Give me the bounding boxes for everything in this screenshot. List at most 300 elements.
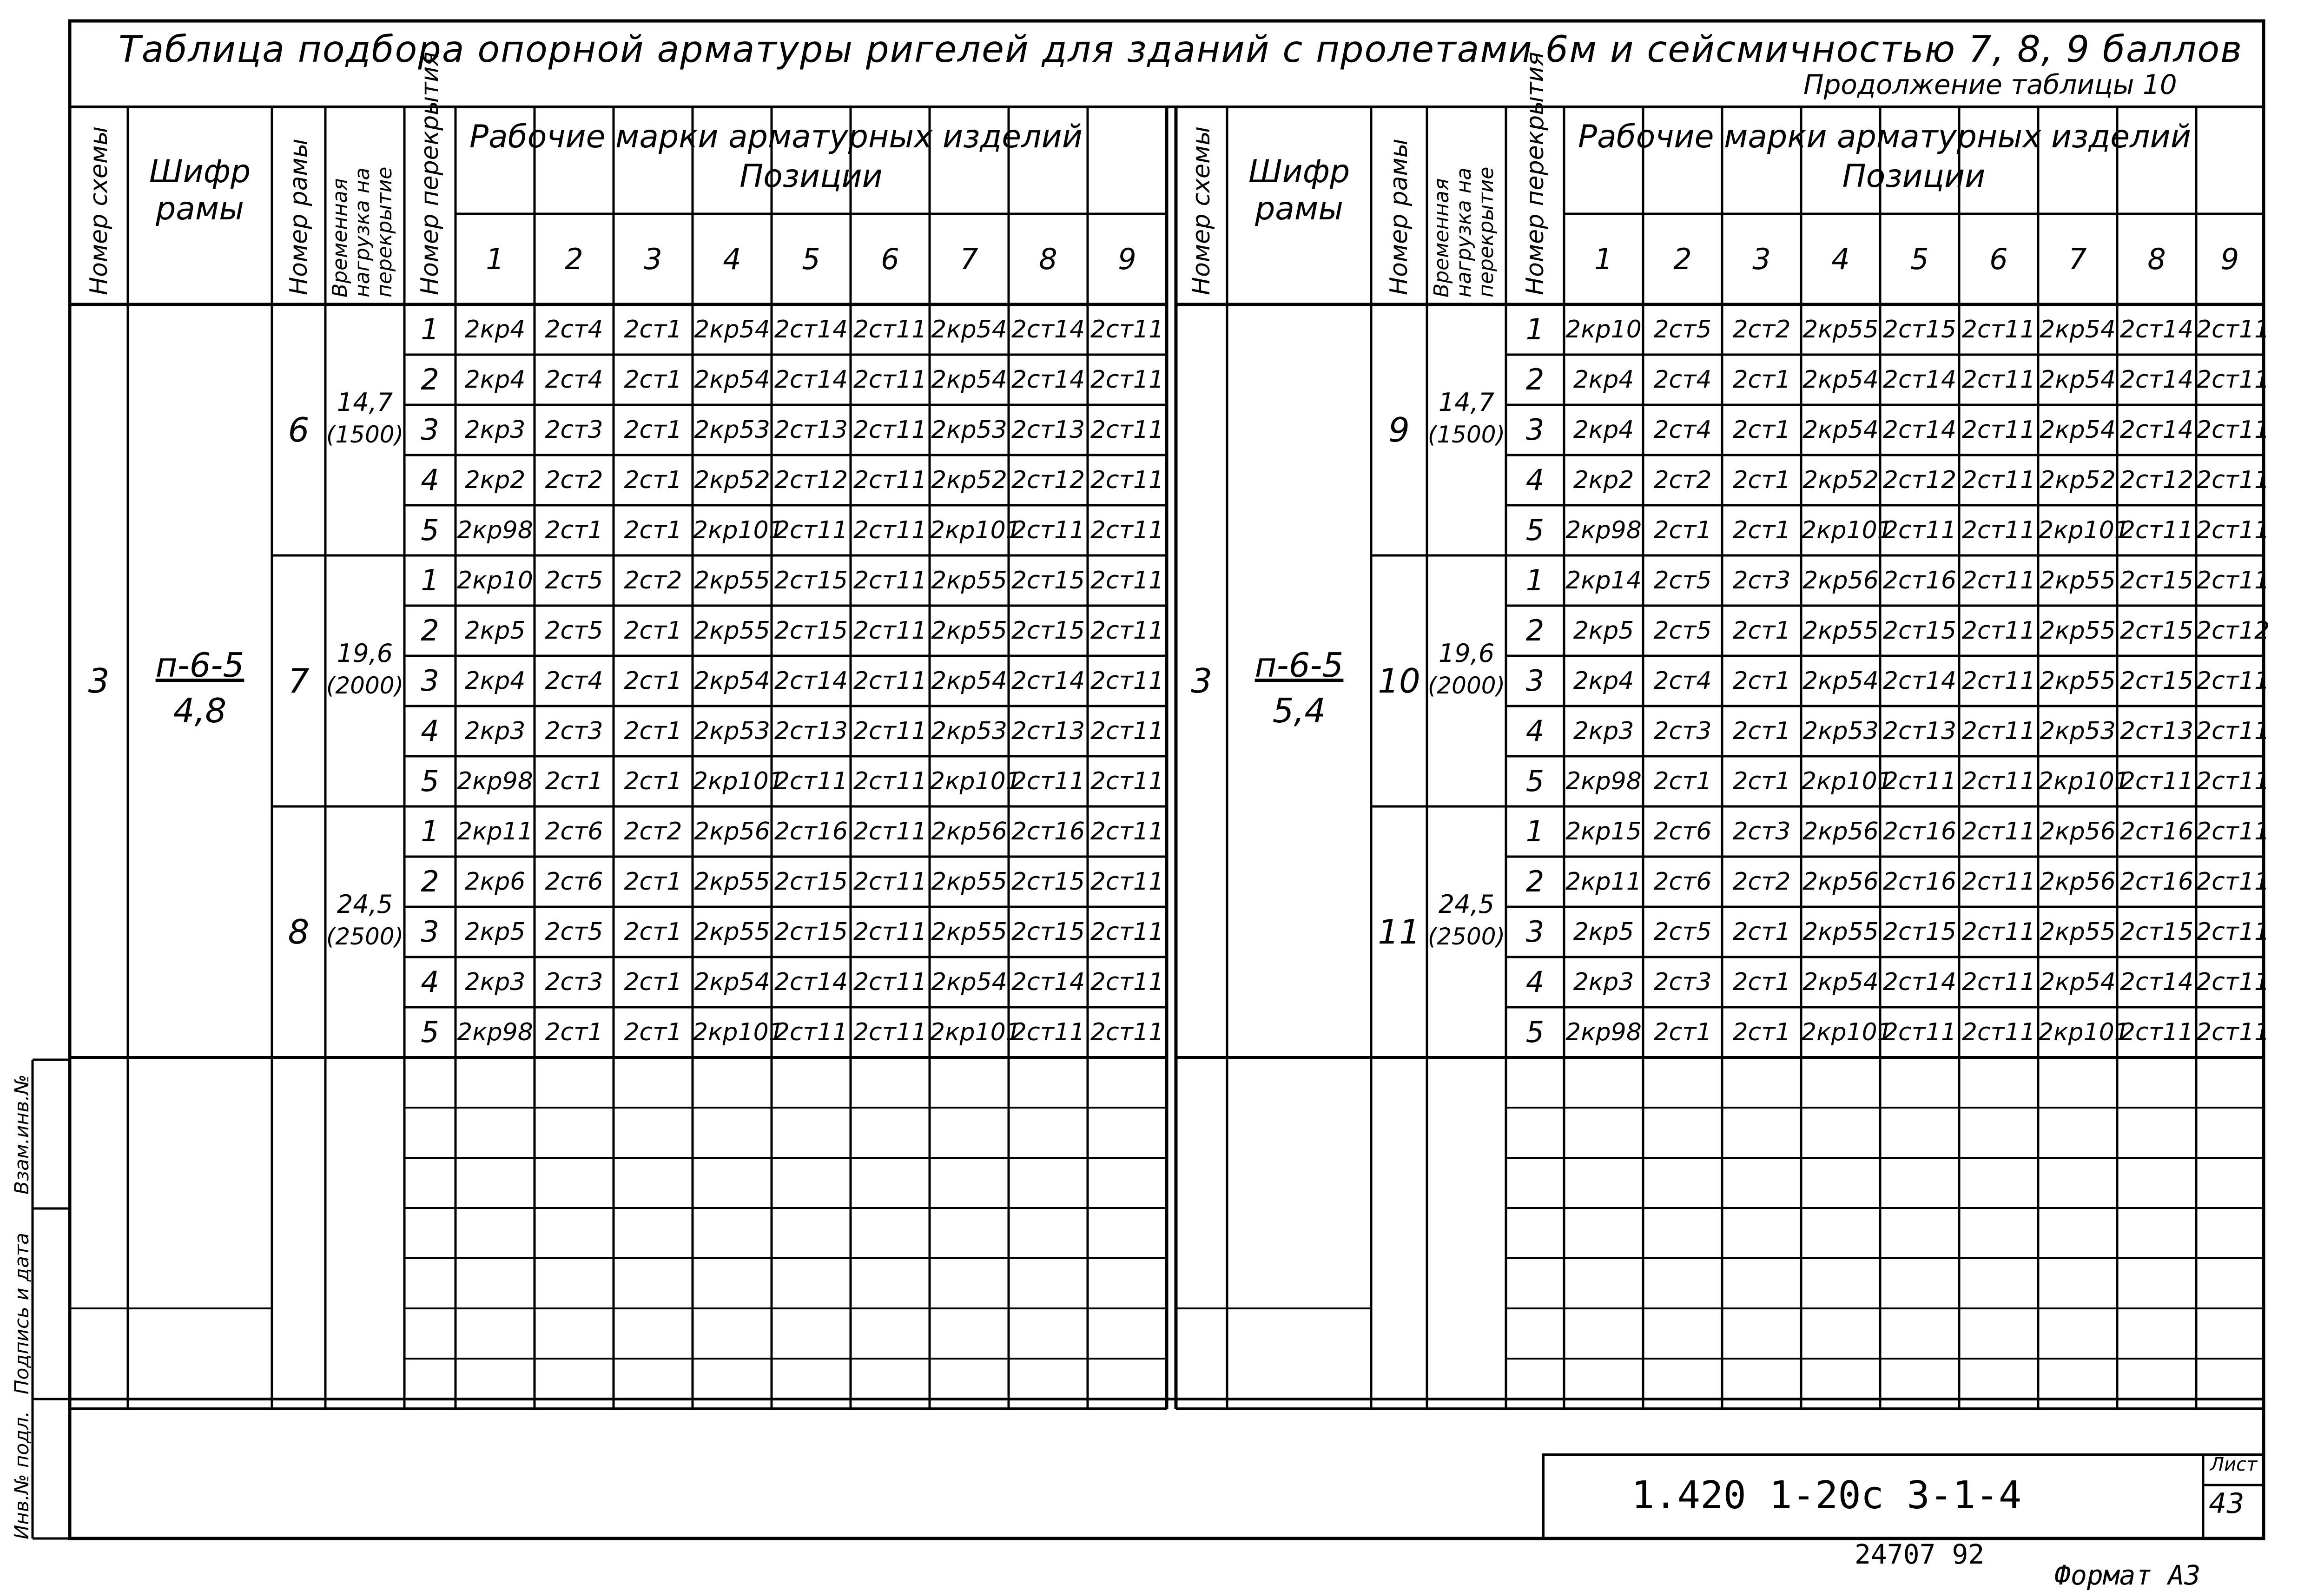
mark-cell: 2ст16 bbox=[1882, 567, 1957, 594]
mark-cell: 2кр56 bbox=[694, 818, 770, 845]
mark-cell: 2ст4 bbox=[1653, 366, 1712, 394]
position-col-7-0: 7 bbox=[960, 242, 978, 276]
mark-cell: 2ст16 bbox=[2119, 868, 2194, 896]
mark-cell: 2ст12 bbox=[1882, 466, 1957, 494]
mark-cell: 2ст11 bbox=[2119, 1018, 2194, 1046]
floor-number: 2 bbox=[421, 363, 439, 396]
mark-cell: 2кр101 bbox=[693, 767, 784, 795]
mark-cell: 2ст11 bbox=[1090, 818, 1164, 845]
table-title: Таблица подбора опорной арматуры ригелей для зданий с пролетами 6м и сейсмичностью 7, 8, 9 баллов bbox=[119, 29, 2243, 71]
floor-number: 4 bbox=[421, 965, 439, 999]
mark-cell: 2кр53 bbox=[694, 416, 770, 444]
mark-cell: 2кр56 bbox=[1802, 868, 1879, 896]
mark-cell: 2ст1 bbox=[1653, 516, 1712, 544]
mark-cell: 2кр55 bbox=[1802, 316, 1879, 343]
mark-cell: 2кр54 bbox=[931, 366, 1007, 394]
position-col-8-1: 8 bbox=[2147, 242, 2166, 276]
mark-cell: 2ст1 bbox=[1732, 516, 1791, 544]
mark-cell: 2ст11 bbox=[2196, 466, 2270, 494]
mark-cell: 2ст11 bbox=[1011, 516, 1085, 544]
mark-cell: 2ст6 bbox=[1653, 868, 1712, 896]
mark-cell: 2кр4 bbox=[464, 667, 526, 695]
mark-cell: 2кр54 bbox=[2040, 968, 2116, 996]
mark-cell: 2ст11 bbox=[1961, 567, 2036, 594]
mark-cell: 2ст11 bbox=[1011, 1018, 1085, 1046]
mark-cell: 2ст11 bbox=[2196, 316, 2270, 343]
mark-cell: 2кр54 bbox=[1802, 416, 1879, 444]
frame-code-header-0: Шифр рамы bbox=[149, 153, 251, 227]
mark-cell: 2ст6 bbox=[545, 818, 603, 845]
floor-number: 3 bbox=[421, 413, 439, 447]
mark-cell: 2ст14 bbox=[1882, 968, 1957, 996]
mark-cell: 2ст1 bbox=[545, 1018, 603, 1046]
floor-number: 2 bbox=[1525, 363, 1545, 396]
mark-cell: 2ст12 bbox=[2196, 617, 2270, 645]
mark-cell: 2ст13 bbox=[1882, 717, 1957, 745]
mark-cell: 2ст16 bbox=[774, 818, 848, 845]
mark-cell: 2ст15 bbox=[2119, 617, 2194, 645]
mark-cell: 2ст11 bbox=[853, 366, 927, 394]
floor-number: 2 bbox=[421, 614, 439, 647]
mark-cell: 2ст1 bbox=[624, 316, 682, 343]
mark-cell: 2ст13 bbox=[1011, 717, 1085, 745]
mark-cell: 2кр3 bbox=[1573, 968, 1634, 996]
mark-cell: 2ст1 bbox=[624, 617, 682, 645]
mark-cell: 2кр98 bbox=[1565, 516, 1642, 544]
mark-cell: 2ст11 bbox=[1090, 366, 1164, 394]
temp-load-value-1-1: 19,6 bbox=[1438, 638, 1495, 668]
mark-cell: 2ст1 bbox=[624, 1018, 682, 1046]
scheme-number-1: 3 bbox=[1191, 661, 1212, 700]
mark-cell: 2ст15 bbox=[1882, 617, 1957, 645]
temp-load-header-0: Временная нагрузка на перекрытие bbox=[328, 166, 396, 297]
mark-cell: 2ст15 bbox=[1882, 316, 1957, 343]
floor-number: 1 bbox=[421, 814, 439, 848]
mark-cell: 2ст6 bbox=[545, 868, 603, 896]
mark-cell: 2ст4 bbox=[545, 316, 603, 343]
frame-number-0-0: 6 bbox=[288, 410, 310, 449]
mark-cell: 2ст1 bbox=[1732, 617, 1791, 645]
mark-cell: 2ст5 bbox=[1653, 918, 1712, 946]
position-col-1-1: 1 bbox=[1594, 242, 1613, 276]
mark-cell: 2ст2 bbox=[624, 818, 682, 845]
mark-cell: 2ст14 bbox=[1882, 366, 1957, 394]
mark-cell: 2ст1 bbox=[1732, 466, 1791, 494]
mark-cell: 2ст14 bbox=[2119, 366, 2194, 394]
mark-cell: 2кр56 bbox=[931, 818, 1007, 845]
floor-no-header-1: Номер перекрытия bbox=[1521, 52, 1549, 295]
mark-cell: 2ст1 bbox=[624, 416, 682, 444]
mark-cell: 2ст11 bbox=[2196, 567, 2270, 594]
mark-cell: 2кр54 bbox=[2040, 366, 2116, 394]
mark-cell: 2ст11 bbox=[2196, 868, 2270, 896]
floor-number: 5 bbox=[1525, 513, 1545, 547]
mark-cell: 2кр56 bbox=[2040, 818, 2116, 845]
mark-cell: 2ст11 bbox=[1090, 617, 1164, 645]
position-col-3-0: 3 bbox=[644, 242, 662, 276]
mark-cell: 2ст11 bbox=[1090, 717, 1164, 745]
mark-cell: 2ст3 bbox=[545, 717, 603, 745]
mark-cell: 2ст3 bbox=[1653, 968, 1712, 996]
floor-number: 1 bbox=[1525, 312, 1545, 346]
sheet-label: Лист bbox=[2210, 1454, 2258, 1475]
frame-code-top-0: п-6-5 bbox=[155, 646, 244, 685]
floor-number: 3 bbox=[1525, 413, 1545, 447]
floor-number: 5 bbox=[421, 513, 439, 547]
mark-cell: 2ст11 bbox=[853, 416, 927, 444]
position-col-7-1: 7 bbox=[2068, 242, 2087, 276]
mark-cell: 2ст3 bbox=[1653, 717, 1712, 745]
mark-cell: 2ст11 bbox=[2196, 667, 2270, 695]
mark-cell: 2кр101 bbox=[1801, 1018, 1893, 1046]
mark-cell: 2кр52 bbox=[931, 466, 1007, 494]
mark-cell: 2ст15 bbox=[774, 918, 848, 946]
frame-number-1-0: 9 bbox=[1388, 410, 1410, 449]
mark-cell: 2ст15 bbox=[1011, 567, 1085, 594]
mark-cell: 2ст3 bbox=[545, 968, 603, 996]
mark-cell: 2ст1 bbox=[1732, 717, 1791, 745]
floor-number: 5 bbox=[1525, 1015, 1545, 1049]
mark-cell: 2кр54 bbox=[2040, 316, 2116, 343]
mark-cell: 2кр52 bbox=[694, 466, 770, 494]
mark-cell: 2ст1 bbox=[624, 868, 682, 896]
mark-cell: 2ст14 bbox=[1011, 366, 1085, 394]
mark-cell: 2кр101 bbox=[693, 516, 784, 544]
mark-cell: 2ст11 bbox=[2119, 516, 2194, 544]
mark-cell: 2ст14 bbox=[2119, 968, 2194, 996]
mark-cell: 2ст11 bbox=[853, 516, 927, 544]
mark-cell: 2ст5 bbox=[545, 918, 603, 946]
mark-cell: 2ст5 bbox=[545, 567, 603, 594]
floor-number: 4 bbox=[1525, 965, 1545, 999]
position-col-4-1: 4 bbox=[1831, 242, 1850, 276]
frame-code-bottom-0: 4,8 bbox=[173, 691, 227, 730]
mark-cell: 2ст11 bbox=[1961, 717, 2036, 745]
mark-cell: 2кр55 bbox=[694, 567, 770, 594]
mark-cell: 2ст15 bbox=[2119, 667, 2194, 695]
mark-cell: 2кр2 bbox=[464, 466, 526, 494]
mark-cell: 2ст11 bbox=[1090, 416, 1164, 444]
mark-cell: 2кр5 bbox=[1573, 918, 1634, 946]
position-col-6-0: 6 bbox=[881, 242, 899, 276]
mark-cell: 2ст11 bbox=[1011, 767, 1085, 795]
temp-load-sub-1-0: (1500) bbox=[1427, 421, 1505, 448]
mark-cell: 2кр98 bbox=[1565, 767, 1642, 795]
mark-cell: 2ст1 bbox=[1732, 1018, 1791, 1046]
mark-cell: 2ст13 bbox=[2119, 717, 2194, 745]
mark-cell: 2кр5 bbox=[464, 918, 526, 946]
mark-cell: 2ст11 bbox=[1090, 567, 1164, 594]
temp-load-sub-0-2: (2500) bbox=[326, 923, 404, 950]
mark-cell: 2ст14 bbox=[1882, 416, 1957, 444]
mark-cell: 2кр55 bbox=[1802, 918, 1879, 946]
mark-cell: 2кр4 bbox=[464, 366, 526, 394]
mark-cell: 2ст11 bbox=[1882, 767, 1957, 795]
mark-cell: 2ст11 bbox=[1090, 516, 1164, 544]
mark-cell: 2ст14 bbox=[774, 968, 848, 996]
mark-cell: 2ст3 bbox=[545, 416, 603, 444]
mark-cell: 2ст4 bbox=[545, 667, 603, 695]
mark-cell: 2кр55 bbox=[2040, 667, 2116, 695]
mark-cell: 2ст11 bbox=[1961, 466, 2036, 494]
mark-cell: 2ст11 bbox=[2119, 767, 2194, 795]
mark-cell: 2ст11 bbox=[2196, 516, 2270, 544]
frame-code-bottom-1: 5,4 bbox=[1272, 691, 1326, 730]
mark-cell: 2ст1 bbox=[624, 466, 682, 494]
mark-cell: 2кр52 bbox=[2040, 466, 2116, 494]
mark-cell: 2ст2 bbox=[624, 567, 682, 594]
mark-cell: 2ст4 bbox=[1653, 667, 1712, 695]
mark-cell: 2ст14 bbox=[774, 667, 848, 695]
mark-cell: 2ст11 bbox=[2196, 918, 2270, 946]
mark-cell: 2ст15 bbox=[774, 617, 848, 645]
mark-cell: 2ст14 bbox=[774, 316, 848, 343]
mark-cell: 2кр55 bbox=[694, 918, 770, 946]
mark-cell: 2ст11 bbox=[1961, 918, 2036, 946]
mark-cell: 2ст11 bbox=[774, 767, 848, 795]
mark-cell: 2кр54 bbox=[931, 316, 1007, 343]
mark-cell: 2ст13 bbox=[774, 416, 848, 444]
mark-cell: 2ст11 bbox=[1961, 767, 2036, 795]
mark-cell: 2кр101 bbox=[2038, 1018, 2130, 1046]
frame-number-1-1: 10 bbox=[1378, 661, 1420, 700]
mark-cell: 2кр15 bbox=[1565, 818, 1642, 845]
mark-cell: 2кр10 bbox=[457, 567, 533, 594]
mark-cell: 2ст11 bbox=[2196, 1018, 2270, 1046]
position-col-5-1: 5 bbox=[1910, 242, 1929, 276]
scheme-no-header-1: Номер схемы bbox=[1188, 126, 1215, 295]
positions-header-0: Позиции bbox=[739, 158, 883, 195]
mark-cell: 2ст4 bbox=[1653, 416, 1712, 444]
mark-cell: 2кр101 bbox=[2038, 516, 2130, 544]
floor-number: 2 bbox=[1525, 614, 1545, 647]
mark-cell: 2ст13 bbox=[1011, 416, 1085, 444]
mark-cell: 2кр5 bbox=[464, 617, 526, 645]
mark-cell: 2ст15 bbox=[2119, 567, 2194, 594]
mark-cell: 2ст1 bbox=[545, 516, 603, 544]
mark-cell: 2кр53 bbox=[931, 717, 1007, 745]
mark-cell: 2кр98 bbox=[1565, 1018, 1642, 1046]
mark-cell: 2ст1 bbox=[1732, 366, 1791, 394]
temp-load-sub-0-0: (1500) bbox=[326, 421, 404, 448]
mark-cell: 2кр5 bbox=[1573, 617, 1634, 645]
mark-cell: 2кр10 bbox=[1565, 316, 1642, 343]
mark-cell: 2ст15 bbox=[774, 567, 848, 594]
mark-cell: 2ст11 bbox=[1961, 416, 2036, 444]
position-col-9-0: 9 bbox=[1118, 242, 1136, 276]
frame-number-1-2: 11 bbox=[1378, 912, 1420, 951]
floor-number: 2 bbox=[1525, 865, 1545, 898]
mark-cell: 2ст1 bbox=[624, 516, 682, 544]
positions-header-1: Позиции bbox=[1842, 158, 1986, 195]
mark-cell: 2кр55 bbox=[694, 868, 770, 896]
mark-cell: 2ст11 bbox=[853, 918, 927, 946]
mark-cell: 2кр4 bbox=[1573, 667, 1634, 695]
floor-no-header-0: Номер перекрытия bbox=[416, 52, 444, 295]
mark-cell: 2ст12 bbox=[774, 466, 848, 494]
floor-number: 4 bbox=[421, 714, 439, 748]
mark-cell: 2ст14 bbox=[1882, 667, 1957, 695]
mark-cell: 2ст11 bbox=[1090, 1018, 1164, 1046]
scheme-no-header-0: Номер схемы bbox=[85, 126, 113, 295]
mark-cell: 2кр3 bbox=[1573, 717, 1634, 745]
floor-number: 1 bbox=[1525, 814, 1545, 848]
format-label: Формат А3 bbox=[2054, 1559, 2201, 1591]
mark-cell: 2ст11 bbox=[1090, 466, 1164, 494]
sheet-number: 43 bbox=[2209, 1487, 2245, 1520]
mark-cell: 2ст2 bbox=[1732, 316, 1791, 343]
mark-cell: 2ст1 bbox=[1732, 918, 1791, 946]
mark-cell: 2ст1 bbox=[624, 767, 682, 795]
mark-cell: 2ст5 bbox=[1653, 316, 1712, 343]
mark-cell: 2ст14 bbox=[1011, 667, 1085, 695]
mark-cell: 2кр101 bbox=[693, 1018, 784, 1046]
work-marks-header-0: Рабочие марки арматурных изделий bbox=[469, 119, 1083, 155]
floor-number: 5 bbox=[421, 1015, 439, 1049]
mark-cell: 2ст11 bbox=[853, 868, 927, 896]
mark-cell: 2ст11 bbox=[2196, 818, 2270, 845]
inventory-number: 24707 92 bbox=[1855, 1538, 1985, 1570]
mark-cell: 2ст1 bbox=[624, 717, 682, 745]
mark-cell: 2кр55 bbox=[931, 868, 1007, 896]
mark-cell: 2ст13 bbox=[774, 717, 848, 745]
mark-cell: 2ст2 bbox=[1732, 868, 1791, 896]
floor-number: 1 bbox=[1525, 563, 1545, 597]
position-col-3-1: 3 bbox=[1752, 242, 1771, 276]
mark-cell: 2ст12 bbox=[2119, 466, 2194, 494]
floor-number: 5 bbox=[1525, 764, 1545, 798]
mark-cell: 2кр54 bbox=[2040, 416, 2116, 444]
mark-cell: 2кр54 bbox=[694, 316, 770, 343]
mark-cell: 2ст11 bbox=[774, 1018, 848, 1046]
mark-cell: 2ст11 bbox=[774, 516, 848, 544]
mark-cell: 2ст1 bbox=[1732, 968, 1791, 996]
sign-date-label: Подпись и дата bbox=[10, 1233, 33, 1394]
mark-cell: 2ст15 bbox=[774, 868, 848, 896]
mark-cell: 2кр101 bbox=[930, 767, 1021, 795]
floor-number: 3 bbox=[1525, 664, 1545, 698]
mark-cell: 2кр4 bbox=[1573, 366, 1634, 394]
mark-cell: 2ст2 bbox=[545, 466, 603, 494]
mark-cell: 2ст5 bbox=[1653, 567, 1712, 594]
mark-cell: 2ст11 bbox=[1961, 868, 2036, 896]
mark-cell: 2ст11 bbox=[2196, 717, 2270, 745]
position-col-5-0: 5 bbox=[802, 242, 820, 276]
scheme-number-0: 3 bbox=[88, 661, 110, 700]
mark-cell: 2ст5 bbox=[545, 617, 603, 645]
mark-cell: 2кр3 bbox=[464, 968, 526, 996]
mark-cell: 2ст11 bbox=[2196, 767, 2270, 795]
temp-load-value-0-0: 14,7 bbox=[337, 387, 393, 417]
mark-cell: 2ст2 bbox=[1653, 466, 1712, 494]
floor-number: 1 bbox=[421, 563, 439, 597]
mark-cell: 2ст12 bbox=[1011, 466, 1085, 494]
mark-cell: 2кр14 bbox=[1565, 567, 1642, 594]
mark-cell: 2кр98 bbox=[457, 1018, 533, 1046]
floor-number: 4 bbox=[1525, 714, 1545, 748]
mark-cell: 2кр11 bbox=[457, 818, 533, 845]
mark-cell: 2ст3 bbox=[1732, 567, 1791, 594]
floor-number: 4 bbox=[421, 463, 439, 497]
mark-cell: 2ст1 bbox=[624, 918, 682, 946]
mark-cell: 2кр2 bbox=[1573, 466, 1634, 494]
temp-load-value-0-2: 24,5 bbox=[337, 889, 393, 919]
mark-cell: 2кр101 bbox=[1801, 516, 1893, 544]
mark-cell: 2ст1 bbox=[545, 767, 603, 795]
position-col-1-0: 1 bbox=[486, 242, 504, 276]
frame-number-0-2: 8 bbox=[288, 912, 310, 951]
frame-code-header-1: Шифр рамы bbox=[1248, 153, 1350, 227]
mark-cell: 2кр6 bbox=[464, 868, 526, 896]
mark-cell: 2ст11 bbox=[853, 818, 927, 845]
mark-cell: 2ст1 bbox=[1653, 1018, 1712, 1046]
temp-load-value-1-2: 24,5 bbox=[1438, 889, 1495, 919]
position-col-6-1: 6 bbox=[1989, 242, 2008, 276]
mark-cell: 2кр54 bbox=[694, 968, 770, 996]
mark-cell: 2ст5 bbox=[1653, 617, 1712, 645]
mark-cell: 2ст6 bbox=[1653, 818, 1712, 845]
inv-no-label: Инв.№ подл. bbox=[10, 1411, 33, 1539]
mark-cell: 2ст4 bbox=[545, 366, 603, 394]
mark-cell: 2кр54 bbox=[694, 667, 770, 695]
temp-load-sub-1-2: (2500) bbox=[1427, 923, 1505, 950]
mark-cell: 2кр101 bbox=[930, 516, 1021, 544]
mark-cell: 2ст11 bbox=[1961, 617, 2036, 645]
mark-cell: 2ст16 bbox=[1882, 868, 1957, 896]
mark-cell: 2кр55 bbox=[2040, 617, 2116, 645]
frame-number-0-1: 7 bbox=[288, 661, 310, 700]
mark-cell: 2ст11 bbox=[853, 717, 927, 745]
mark-cell: 2кр56 bbox=[1802, 567, 1879, 594]
mark-cell: 2кр11 bbox=[1565, 868, 1642, 896]
mark-cell: 2кр54 bbox=[931, 667, 1007, 695]
mark-cell: 2ст1 bbox=[1653, 767, 1712, 795]
frame-code-top-1: п-6-5 bbox=[1254, 646, 1344, 685]
mark-cell: 2ст11 bbox=[853, 617, 927, 645]
mark-cell: 2ст11 bbox=[853, 316, 927, 343]
mark-cell: 2кр4 bbox=[1573, 416, 1634, 444]
mark-cell: 2ст1 bbox=[624, 667, 682, 695]
mark-cell: 2ст11 bbox=[1882, 516, 1957, 544]
mark-cell: 2ст15 bbox=[1011, 617, 1085, 645]
frame-no-header-1: Номер рамы bbox=[1385, 139, 1413, 295]
position-col-2-0: 2 bbox=[565, 242, 583, 276]
mark-cell: 2кр3 bbox=[464, 416, 526, 444]
mark-cell: 2кр4 bbox=[464, 316, 526, 343]
mark-cell: 2ст11 bbox=[1090, 767, 1164, 795]
mark-cell: 2кр55 bbox=[2040, 918, 2116, 946]
mark-cell: 2ст14 bbox=[2119, 416, 2194, 444]
temp-load-sub-0-1: (2000) bbox=[326, 672, 404, 699]
mark-cell: 2кр53 bbox=[2040, 717, 2116, 745]
mark-cell: 2ст1 bbox=[624, 366, 682, 394]
mark-cell: 2ст16 bbox=[1011, 818, 1085, 845]
temp-load-value-0-1: 19,6 bbox=[337, 638, 393, 668]
mark-cell: 2ст11 bbox=[853, 767, 927, 795]
mark-cell: 2ст11 bbox=[1090, 918, 1164, 946]
mark-cell: 2кр55 bbox=[931, 567, 1007, 594]
mark-cell: 2ст11 bbox=[1090, 968, 1164, 996]
mark-cell: 2ст16 bbox=[1882, 818, 1957, 845]
temp-load-sub-1-1: (2000) bbox=[1427, 672, 1505, 699]
mark-cell: 2кр101 bbox=[1801, 767, 1893, 795]
mark-cell: 2ст11 bbox=[1961, 366, 2036, 394]
floor-number: 2 bbox=[421, 865, 439, 898]
mark-cell: 2ст11 bbox=[2196, 968, 2270, 996]
mark-cell: 2кр54 bbox=[694, 366, 770, 394]
mark-cell: 2кр98 bbox=[457, 767, 533, 795]
temp-load-header-1: Временная нагрузка на перекрытие bbox=[1430, 166, 1498, 297]
